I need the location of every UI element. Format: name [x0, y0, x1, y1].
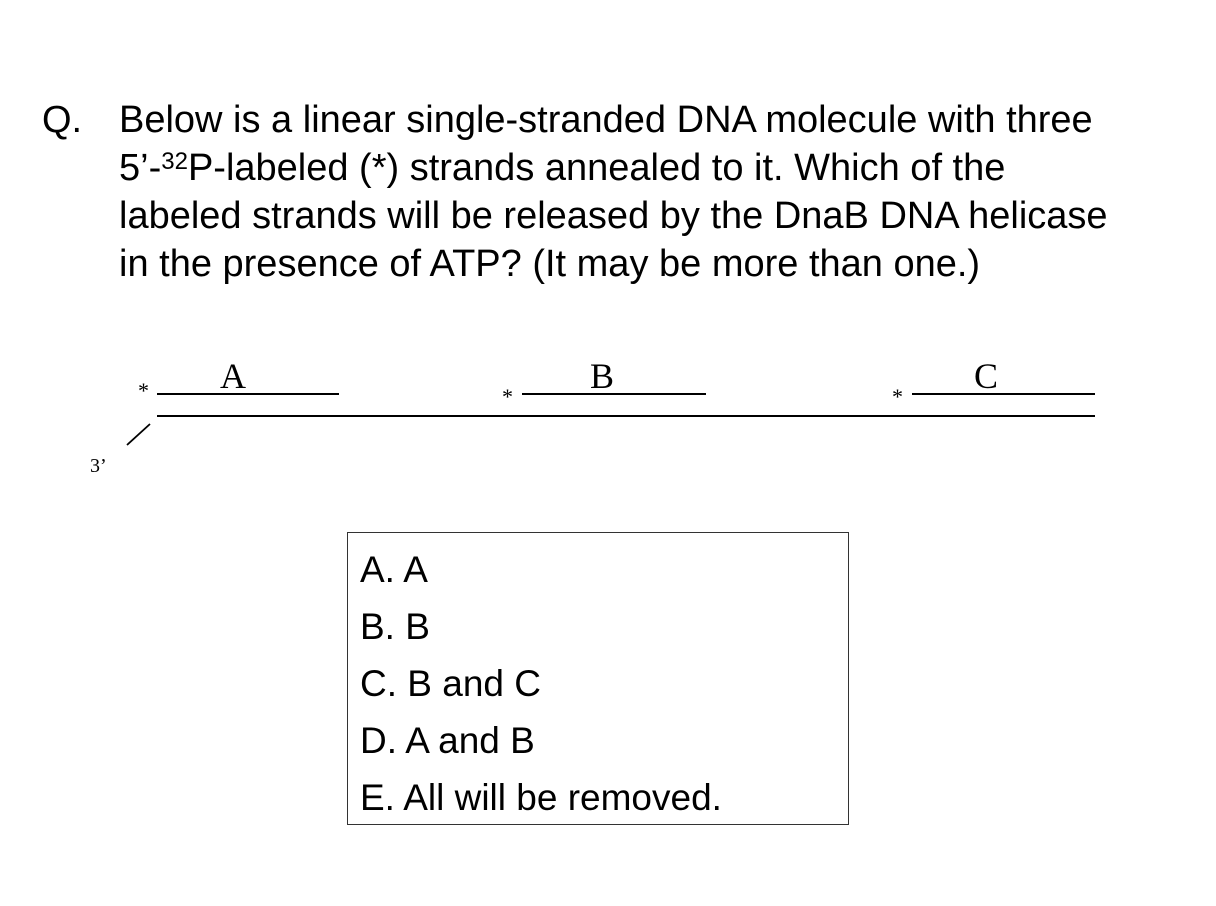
- question-line-2-post: P-labeled (*) strands annealed to it. Which of the: [187, 147, 1006, 189]
- strand-b-label-marker: *: [502, 384, 513, 409]
- question-line-1: Below is a linear single-stranded DNA molecule with three: [119, 99, 1093, 141]
- strand-a-label-marker: *: [138, 378, 149, 403]
- question-line-2-pre: 5’-: [119, 147, 162, 189]
- answer-choices-box: [347, 532, 849, 825]
- strand-a-label: A: [220, 356, 246, 396]
- strand-c-label-marker: *: [892, 384, 903, 409]
- isotope-superscript: 32: [161, 148, 188, 175]
- question-prefix: Q.: [42, 99, 83, 141]
- question-line-4: in the presence of ATP? (It may be more than one.): [119, 243, 981, 285]
- strand-b-label: B: [590, 356, 615, 396]
- answer-choice-d[interactable]: D. A and B: [360, 720, 535, 761]
- answer-choice-a[interactable]: A. A: [360, 549, 428, 590]
- strand-c-label: C: [974, 356, 999, 396]
- three-prime-label: 3’: [90, 455, 107, 477]
- template-3-prime-tail: [127, 424, 150, 445]
- answer-choice-e[interactable]: E. All will be removed.: [360, 777, 722, 818]
- answer-choice-c[interactable]: C. B and C: [360, 663, 541, 704]
- question-line-3: labeled strands will be released by the DnaB DNA helicase: [119, 195, 1108, 237]
- answer-choice-b[interactable]: B. B: [360, 606, 430, 647]
